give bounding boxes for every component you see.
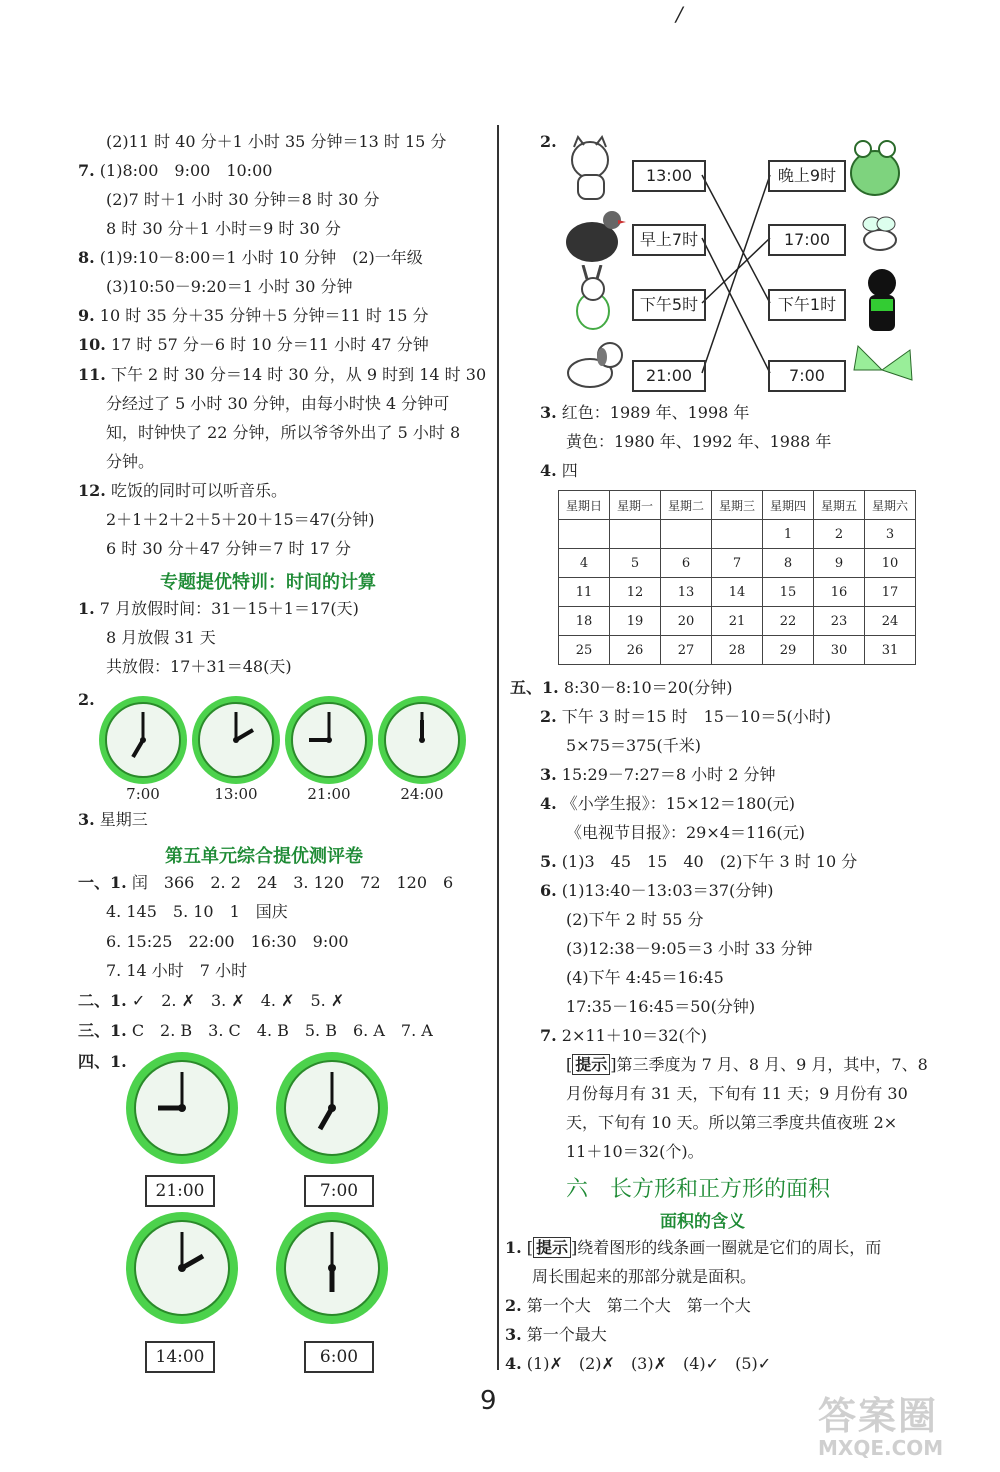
answer-line: 3. 星期三 (78, 810, 148, 829)
cat-icon (560, 135, 628, 203)
watermark-logo: 答案圈 MXQE.COM (818, 1394, 944, 1460)
answer-line: 1. [ 提示 ]绕着图形的线条画一圈就是它们的周长，而 (505, 1238, 882, 1257)
answer-line: 1. 7 月放假时间：31－15＋1＝17(天) (78, 599, 359, 618)
clock-time-label: 7:00 (304, 1175, 374, 1207)
butterfly-icon (850, 340, 915, 395)
answer-line: 9. 10 时 35 分＋35 分钟＋5 分钟＝11 时 15 分 (78, 306, 429, 325)
calendar-cell: 11 (559, 578, 610, 607)
answer-line: 7. 2×11＋10＝32(个) (540, 1026, 707, 1045)
calendar-cell: 10 (865, 549, 916, 578)
answer-line: [ 提示 ]第三季度为 7 月、8 月、9 月，其中，7、8 (566, 1055, 928, 1074)
calendar-cell (712, 520, 763, 549)
answer-line: 共放假：17＋31＝48(天) (106, 657, 292, 676)
hint-label: 提示 (572, 1054, 610, 1075)
answer-line: 一、1. 闰 366 2. 2 24 3. 120 72 120 6 (78, 873, 454, 892)
calendar-cell: 6 (661, 549, 712, 578)
calendar-cell: 22 (763, 607, 814, 636)
calendar-row (559, 549, 916, 578)
answer-line: 4. (1)✗ (2)✗ (3)✗ (4)✓ (5)✓ (505, 1354, 772, 1373)
calendar-cell: 8 (763, 549, 814, 578)
clock-time-label: 14:00 (145, 1341, 215, 1373)
rabbit-icon (565, 265, 625, 335)
clock-21-00-large (126, 1052, 238, 1164)
answer-line: 11＋10＝32(个)。 (566, 1142, 704, 1161)
calendar-cell: 25 (559, 636, 610, 665)
answer-line: 4. 四 (540, 461, 578, 480)
clock-row (96, 690, 476, 790)
subsection-title: 面积的含义 (660, 1212, 745, 1232)
top-mark: / (676, 2, 683, 26)
calendar-cell: 15 (763, 578, 814, 607)
answer-line: 4. 《小学生报》：15×12＝180(元) (540, 794, 795, 813)
calendar-header-row (559, 491, 916, 520)
calendar-header: 星期三 (712, 491, 763, 520)
calendar-cell: 5 (610, 549, 661, 578)
answer-line: 4. 145 5. 10 1 国庆 (106, 902, 288, 921)
answer-line: 分经过了 5 小时 30 分钟，由每小时快 4 分钟可 (106, 394, 450, 413)
answer-line: (3)12:38－9:05＝3 小时 33 分钟 (566, 939, 813, 958)
answer-line: 7. 14 小时 7 小时 (106, 961, 248, 980)
answer-line: 3. 第一个最大 (505, 1325, 607, 1344)
calendar-cell: 19 (610, 607, 661, 636)
calendar-cell (559, 520, 610, 549)
calendar-header: 星期五 (814, 491, 865, 520)
clock-label: 7:00 (126, 785, 160, 803)
calendar-cell: 20 (661, 607, 712, 636)
match-right-item: 晚上9时 (768, 160, 846, 192)
match-left-item: 早上7时 (632, 224, 706, 256)
bear-icon (855, 265, 910, 335)
calendar-header: 星期六 (865, 491, 916, 520)
answer-line: 6. (1)13:40－13:03＝37(分钟) (540, 881, 774, 900)
calendar-header: 星期四 (763, 491, 814, 520)
clock-time-label: 21:00 (145, 1175, 215, 1207)
clock-6-00-large (276, 1212, 388, 1324)
match-right-item: 7:00 (768, 360, 846, 392)
match-right-item: 下午1时 (768, 289, 846, 321)
calendar-header: 星期二 (661, 491, 712, 520)
answer-line: 周长围起来的那部分就是面积。 (532, 1267, 757, 1286)
clock-label: 21:00 (307, 785, 351, 803)
calendar-cell: 9 (814, 549, 865, 578)
clock-7-00 (99, 696, 187, 784)
clock-13-00 (192, 696, 280, 784)
answer-line: 8 月放假 31 天 (106, 628, 216, 647)
answer-line: 8 时 30 分＋1 小时＝9 时 30 分 (106, 219, 341, 238)
answer-line: 《电视节目报》：29×4＝116(元) (566, 823, 805, 842)
calendar-cell: 12 (610, 578, 661, 607)
calendar-cell: 7 (712, 549, 763, 578)
answer-line: 3. 红色：1989 年、1998 年 (540, 403, 750, 422)
answer-line: (2)下午 2 时 55 分 (566, 910, 704, 929)
match-left-item: 21:00 (632, 360, 706, 392)
calendar-cell: 26 (610, 636, 661, 665)
answer-line: 2＋1＋2＋2＋5＋20＋15＝47(分钟) (106, 510, 375, 529)
clock-label: 13:00 (214, 785, 258, 803)
clock-21-00 (285, 696, 373, 784)
calendar-cell: 30 (814, 636, 865, 665)
calendar-cell: 28 (712, 636, 763, 665)
clock-time-label: 6:00 (304, 1341, 374, 1373)
calendar-cell: 4 (559, 549, 610, 578)
bee-icon (852, 210, 907, 260)
answer-line: 天，下旬有 10 天。所以第三季度共值夜班 2× (566, 1113, 898, 1132)
calendar-header: 星期日 (559, 491, 610, 520)
calendar-cell: 17 (865, 578, 916, 607)
clock-24-00 (378, 696, 466, 784)
calendar-header: 星期一 (610, 491, 661, 520)
question-number: 2. (78, 690, 95, 709)
calendar-cell: 24 (865, 607, 916, 636)
calendar-row (559, 520, 916, 549)
answer-line: (3)10:50－9:20＝1 小时 30 分钟 (106, 277, 353, 296)
answer-line: 10. 17 时 57 分－6 时 10 分＝11 小时 47 分钟 (78, 335, 429, 354)
match-right-item: 17:00 (768, 224, 846, 256)
section-title: 第五单元综合提优测评卷 (165, 846, 363, 867)
hen-icon (560, 200, 630, 270)
answer-line: 月份每月有 31 天，下旬有 11 天；9 月份有 30 (566, 1084, 908, 1103)
answer-line: 二、1. ✓ 2. ✗ 3. ✗ 4. ✗ 5. ✗ (78, 991, 345, 1010)
calendar-cell: 18 (559, 607, 610, 636)
calendar-cell (610, 520, 661, 549)
matching-lines (700, 160, 772, 390)
answer-line: 12. 吃饭的同时可以听音乐。 (78, 481, 287, 500)
answer-line: (4)下午 4:45＝16:45 (566, 968, 724, 987)
answer-line: 8. (1)9:10－8:00＝1 小时 10 分钟 (2)一年级 (78, 248, 423, 267)
question-number: 四、1. (78, 1052, 127, 1071)
match-left-item: 13:00 (632, 160, 706, 192)
answer-line: 6 时 30 分＋47 分钟＝7 时 17 分 (106, 539, 352, 558)
answer-line: 知，时钟快了 22 分钟，所以爷爷外出了 5 小时 8 (106, 423, 461, 442)
clock-7-00-large (276, 1052, 388, 1164)
answer-line: (2)11 时 40 分＋1 小时 35 分钟＝13 时 15 分 (106, 132, 447, 151)
calendar-cell: 21 (712, 607, 763, 636)
frog-icon (843, 135, 908, 200)
answer-line: 三、1. C 2. B 3. C 4. B 5. B 6. A 7. A (78, 1021, 433, 1040)
calendar-table (558, 490, 916, 665)
calendar-cell (661, 520, 712, 549)
match-left-item: 下午5时 (632, 289, 706, 321)
answer-line: 黄色：1980 年、1992 年、1988 年 (566, 432, 832, 451)
calendar-cell: 2 (814, 520, 865, 549)
hint-label: 提示 (533, 1237, 571, 1258)
answer-line: 17:35－16:45＝50(分钟) (566, 997, 756, 1016)
calendar-cell: 3 (865, 520, 916, 549)
answer-line: 2. 第一个大 第二个大 第一个大 (505, 1296, 751, 1315)
calendar-cell: 13 (661, 578, 712, 607)
calendar-row (559, 636, 916, 665)
answer-line: 五、1. 8:30－8:10＝20(分钟) (510, 678, 733, 697)
answer-line: 5. (1)3 45 15 40 (2)下午 3 时 10 分 (540, 852, 858, 871)
answer-line: (2)7 时＋1 小时 30 分钟＝8 时 30 分 (106, 190, 380, 209)
calendar-cell: 16 (814, 578, 865, 607)
answer-line: 6. 15:25 22:00 16:30 9:00 (106, 932, 349, 951)
answer-line: 分钟。 (106, 452, 155, 471)
dog-icon (560, 335, 630, 395)
chapter-title: 六 长方形和正方形的面积 (566, 1177, 831, 1202)
clock-14-00-large (126, 1212, 238, 1324)
answer-line: 7. (1)8:00 9:00 10:00 (78, 161, 273, 180)
answer-line: 3. 15:29－7:27＝8 小时 2 分钟 (540, 765, 776, 784)
answer-line: 5×75＝375(千米) (566, 736, 701, 755)
calendar-row (559, 607, 916, 636)
calendar-cell: 27 (661, 636, 712, 665)
column-divider (497, 125, 499, 1370)
section-title: 专题提优特训：时间的计算 (160, 572, 376, 593)
clock-label: 24:00 (400, 785, 444, 803)
calendar-row (559, 578, 916, 607)
answer-line: 11. 下午 2 时 30 分＝14 时 30 分，从 9 时到 14 时 30 (78, 365, 487, 384)
calendar-cell: 1 (763, 520, 814, 549)
question-number: 2. (540, 132, 557, 151)
calendar-cell: 14 (712, 578, 763, 607)
calendar-cell: 31 (865, 636, 916, 665)
answer-line: 2. 下午 3 时＝15 时 15－10＝5(小时) (540, 707, 831, 726)
page-number: 9 (480, 1386, 497, 1416)
calendar-cell: 29 (763, 636, 814, 665)
calendar-cell: 23 (814, 607, 865, 636)
